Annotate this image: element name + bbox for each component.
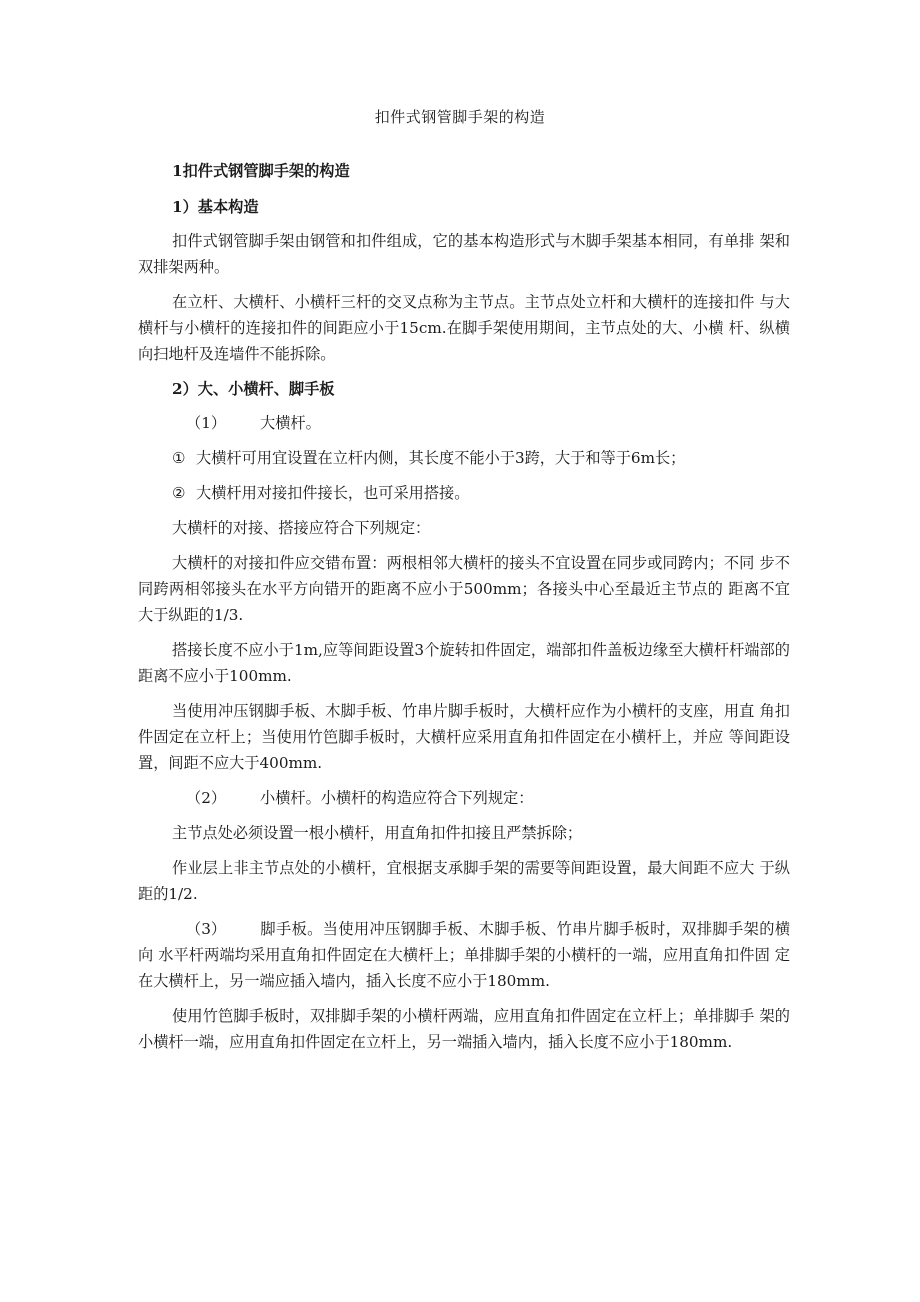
paragraph-main-node: 在立杆、大横杆、小横杆三杆的交叉点称为主节点。主节点处立杆和大横杆的连接扣件 与大横杆与小横杆的连接扣件的间距应小于15cm.在脚手架使用期间，主节点处的大、小横 杆、纵横向扫地杆及连墙件不能拆除。 <box>138 293 790 363</box>
item-scaffold-board <box>138 916 790 994</box>
item-number: （2） <box>186 789 227 807</box>
paragraph-support: 当使用冲压钢脚手板、木脚手板、竹串片脚手板时，大横杆应作为小横杆的支座，用直 角扣件固定在立杆上；当使用竹笆脚手板时，大横杆应采用直角扣件固定在小横杆上，并应 等间距设置，间距不应大于400mm. <box>138 702 790 772</box>
circle-item-text: 大横杆可用宜设置在立杆内侧，其长度不能小于3跨，大于和等于6m长； <box>196 449 686 467</box>
item-number: （3） <box>186 920 227 938</box>
paragraph-main-node-crossbar: 主节点处必须设置一根小横杆，用直角扣件扣接且严禁拆除； <box>172 824 583 842</box>
circle-item-text: 大横杆用对接扣件接长，也可采用搭接。 <box>196 484 470 502</box>
circle-number: ② <box>172 484 186 502</box>
paragraph-joint-rules: 大横杆的对接、搭接应符合下列规定： <box>172 519 431 537</box>
sub-heading-bars-boards: 2）大、小横杆、脚手板 <box>172 380 335 398</box>
circle-item-2 <box>138 480 790 506</box>
item-large-crossbar <box>138 410 790 436</box>
item-label: 大横杆。 <box>260 414 321 432</box>
section-heading: 1扣件式钢管脚手架的构造 <box>172 162 350 180</box>
paragraph-basic-structure: 扣件式钢管脚手架由钢管和扣件组成，它的基本构造形式与木脚手架基本相同，有单排 架和双排架两种。 <box>138 232 790 276</box>
item-label: 小横杆。小横杆的构造应符合下列规定： <box>260 789 534 807</box>
item-number: （1） <box>186 414 227 432</box>
sub-heading-basic-structure: 1）基本构造 <box>172 198 259 216</box>
document-title: 扣件式钢管脚手架的构造 <box>374 108 546 126</box>
paragraph-bamboo-board: 使用竹笆脚手板时，双排脚手架的小横杆两端，应用直角扣件固定在立杆上；单排脚手 架的小横杆一端，应用直角扣件固定在立杆上，另一端插入墙内，插入长度不应小于180mm. <box>138 1007 790 1051</box>
document-body <box>138 158 790 1064</box>
circle-number: ① <box>172 449 186 467</box>
paragraph-butt-joint: 大横杆的对接扣件应交错布置：两根相邻大横杆的接头不宜设置在同步或同跨内；不同 步不同跨两相邻接头在水平方向错开的距离不应小于500mm；各接头中心至最近主节点的 距离不宜大于纵距的1/3. <box>138 554 790 624</box>
paragraph-lap-joint: 搭接长度不应小于1m,应等间距设置3个旋转扣件固定，端部扣件盖板边缘至大横杆杆端部的距离不应小于100mm. <box>138 641 790 685</box>
item-text: 脚手板。当使用冲压钢脚手板、木脚手板、竹串片脚手板时，双排脚手架的横向 水平杆两端均采用直角扣件固定在大横杆上；单排脚手架的小横杆的一端，应用直角扣件固 定在大横杆上，另一端应插入墙内，插入长度不应小于180mm. <box>138 920 790 990</box>
circle-item-1 <box>138 445 790 471</box>
item-small-crossbar <box>138 785 790 811</box>
paragraph-working-layer: 作业层上非主节点处的小横杆，宜根据支承脚手架的需要等间距设置，最大间距不应大 于纵距的1/2. <box>138 859 790 903</box>
